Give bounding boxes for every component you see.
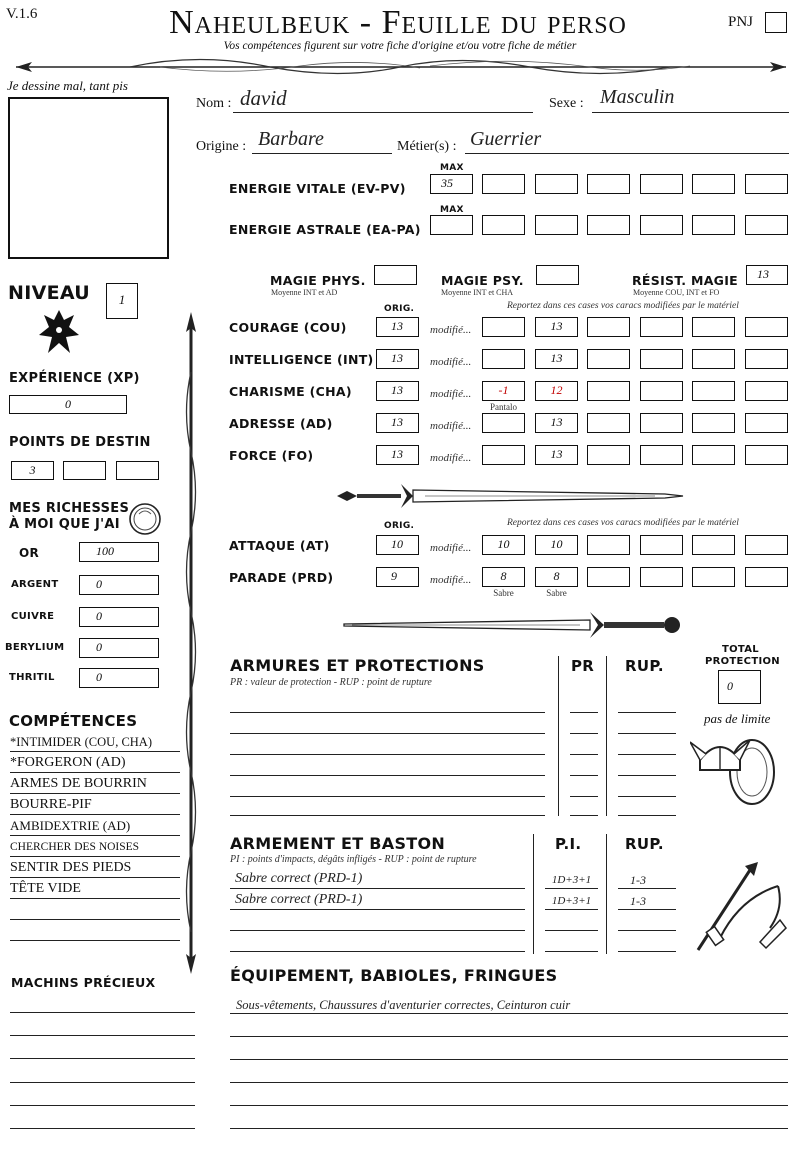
combat-note: Reportez dans ces cases vos caracs modifiées par le matériel (507, 518, 739, 528)
stat-mod-value: 8 (553, 569, 560, 583)
ev-box[interactable] (745, 174, 788, 194)
armures-title: ARMURES ET PROTECTIONS (230, 656, 485, 675)
stat-orig-box[interactable] (376, 349, 419, 369)
stat-mod-box[interactable] (482, 445, 525, 465)
ev-box[interactable] (640, 174, 683, 194)
stat-mod-box[interactable] (640, 535, 683, 555)
stat-mod-box[interactable] (692, 349, 735, 369)
richesse-value-cuivre: 0 (96, 609, 102, 623)
stat-mod-box[interactable] (482, 535, 525, 555)
equipement-line-1[interactable]: Sous-vêtements, Chaussures d'aventurier correctes, Ceinturon cuir (236, 998, 571, 1012)
metier-label: Métier(s) : (397, 139, 457, 154)
stat-orig-box[interactable] (376, 317, 419, 337)
stat-mod-box[interactable] (587, 349, 630, 369)
stat-mod-value: 13 (550, 415, 563, 429)
arme-pi-line[interactable] (545, 930, 598, 931)
stat-mod-box[interactable] (482, 381, 525, 401)
armement-col-pi: P.I. (555, 835, 582, 853)
origine-label: Origine : (196, 139, 247, 154)
magie-phys-sub: Moyenne INT et AD (271, 288, 338, 297)
armure-pr-line[interactable] (570, 733, 598, 734)
equipement-title: ÉQUIPEMENT, BABIOLES, FRINGUES (230, 966, 558, 985)
sword-icon (340, 608, 685, 642)
stat-mod-box[interactable] (535, 413, 578, 433)
arme-row-line[interactable] (230, 930, 525, 931)
arme-rup-line[interactable] (618, 951, 676, 952)
stat-mod-box[interactable] (587, 413, 630, 433)
equipement-row-line[interactable] (230, 1105, 788, 1106)
armure-pr-line[interactable] (570, 815, 598, 816)
version-label: V.1.6 (6, 6, 38, 22)
richesse-label-berylium: BERYLIUM (5, 642, 65, 653)
competence-item: SENTIR DES PIEDS (10, 860, 132, 875)
total-protection-label-2: PROTECTION (705, 656, 780, 667)
arme-row-line[interactable] (230, 909, 525, 910)
armure-pr-line[interactable] (570, 754, 598, 755)
nom-label: Nom : (196, 96, 232, 111)
stat-mod-box[interactable] (535, 445, 578, 465)
stat-mod-box[interactable] (692, 317, 735, 337)
richesse-label-thritil: THRITIL (9, 672, 55, 683)
competence-item: CHERCHER DES NOISES (10, 841, 140, 853)
stat-orig-box[interactable] (376, 567, 419, 587)
stat-mod-value: 13 (550, 447, 563, 461)
stat-mod-box[interactable] (587, 567, 630, 587)
competence-item: TÊTE VIDE (10, 881, 81, 896)
stat-mod-box[interactable] (535, 535, 578, 555)
stat-mod-box[interactable] (640, 317, 683, 337)
ev-box[interactable] (692, 174, 735, 194)
arme-pi: 1D+3+1 (551, 874, 592, 886)
armure-row-line[interactable] (230, 815, 545, 816)
portrait-box[interactable] (8, 97, 169, 259)
stat-orig-value: 13 (391, 383, 403, 397)
stat-orig-value: 13 (391, 415, 403, 429)
competences-title: COMPÉTENCES (9, 712, 138, 730)
stat-mod-value: -1 (498, 383, 509, 397)
machins-title: MACHINS PRÉCIEUX (11, 975, 156, 990)
arme-pi-line[interactable] (545, 888, 598, 889)
portrait-caption: Je dessine mal, tant pis (7, 78, 128, 93)
machins-lines (10, 990, 195, 1150)
stat-orig-value: 13 (391, 351, 403, 365)
armement-col-rup: RUP. (625, 835, 664, 853)
armure-rup-line[interactable] (618, 775, 676, 776)
niveau-value: 1 (118, 292, 126, 307)
stat-orig-value: 13 (391, 447, 403, 461)
equipement-row-line[interactable] (230, 1059, 788, 1060)
stat-mod-box[interactable] (535, 567, 578, 587)
stat-orig-box[interactable] (376, 381, 419, 401)
armement-title: ARMEMENT ET BASTON (230, 834, 446, 853)
page-subtitle: Vos compétences figurent sur votre fiche d'origine et/ou votre fiche de métier (223, 40, 577, 52)
experience-box[interactable] (9, 395, 127, 414)
stat-mod-box[interactable] (745, 413, 788, 433)
destin-box-2[interactable] (63, 461, 106, 480)
niveau-box[interactable] (106, 283, 138, 319)
ea-box[interactable] (587, 215, 630, 235)
arme-rup-line[interactable] (618, 888, 676, 889)
ev-value: 35 (441, 176, 453, 190)
richesses-label-2: À MOI QUE J'AI (9, 517, 120, 532)
armure-rup-line[interactable] (618, 712, 676, 713)
competence-item: AMBIDEXTRIE (AD) (10, 818, 131, 833)
no-limit-label: pas de limite (704, 711, 771, 726)
stat-mod-box[interactable] (587, 381, 630, 401)
resist-magie-box[interactable] (746, 265, 788, 285)
stat-mod-box[interactable] (692, 535, 735, 555)
modifie-label: modifié... (430, 420, 472, 432)
ev-max-box[interactable] (430, 174, 473, 194)
stat-mod-box[interactable] (692, 445, 735, 465)
stat-orig-box[interactable] (376, 535, 419, 555)
competence-item: *INTIMIDER (COU, CHA) (10, 735, 152, 749)
ev-box[interactable] (587, 174, 630, 194)
dragon-icon (34, 305, 84, 365)
stat-mod-box[interactable] (692, 567, 735, 587)
magie-psy-label: MAGIE PSY. (441, 273, 524, 288)
stat-orig-value: 13 (391, 319, 403, 333)
stat-mod-box[interactable] (587, 445, 630, 465)
competence-item: ARMES DE BOURRIN (10, 776, 147, 791)
richesse-value-or: 100 (96, 544, 114, 558)
armures-col-pr: PR (571, 657, 595, 675)
resist-magie-label: RÉSIST. MAGIE (632, 273, 739, 288)
stat-mod-box[interactable] (535, 349, 578, 369)
staff-ornament (180, 312, 202, 974)
modifie-label: modifié... (430, 574, 472, 586)
armure-pr-line[interactable] (570, 775, 598, 776)
destin-label: POINTS DE DESTIN (9, 435, 151, 450)
pnj-checkbox[interactable] (765, 12, 787, 33)
stat-mod-note: Sabre (546, 588, 567, 598)
stat-mod-box[interactable] (482, 567, 525, 587)
coin-icon (128, 502, 162, 536)
armure-row-line[interactable] (230, 796, 545, 797)
modifie-label: modifié... (430, 542, 472, 554)
stat-mod-box[interactable] (640, 381, 683, 401)
stats-orig-label: ORIG. (384, 304, 415, 314)
stat-label: PARADE (PRD) (229, 570, 334, 585)
title-ornament (10, 54, 792, 80)
stat-mod-box[interactable] (482, 317, 525, 337)
destin-box-1[interactable] (11, 461, 54, 480)
helmet-shield-icon (690, 728, 780, 810)
ev-box[interactable] (482, 174, 525, 194)
stat-mod-value: 13 (550, 351, 563, 365)
modifie-label: modifié... (430, 356, 472, 368)
richesse-value-argent: 0 (96, 577, 102, 591)
armure-row-line[interactable] (230, 775, 545, 776)
modifie-label: modifié... (430, 324, 472, 336)
armure-rup-line[interactable] (618, 754, 676, 755)
experience-label: EXPÉRIENCE (XP) (9, 371, 140, 386)
stat-mod-box[interactable] (587, 535, 630, 555)
stat-mod-box[interactable] (745, 567, 788, 587)
nom-value[interactable]: david (240, 86, 287, 110)
ev-label: ENERGIE VITALE (EV-PV) (229, 181, 406, 196)
arme-pi-line[interactable] (545, 909, 598, 910)
ea-box[interactable] (692, 215, 735, 235)
ea-box[interactable] (745, 215, 788, 235)
niveau-label: NIVEAU (8, 282, 91, 304)
stat-mod-box[interactable] (535, 381, 578, 401)
stat-mod-box[interactable] (745, 317, 788, 337)
ea-label: ENERGIE ASTRALE (EA-PA) (229, 222, 421, 237)
modifie-label: modifié... (430, 452, 472, 464)
armure-row-line[interactable] (230, 754, 545, 755)
pnj-label: PNJ (728, 14, 754, 30)
armure-row-line[interactable] (230, 733, 545, 734)
armure-pr-line[interactable] (570, 796, 598, 797)
richesses-label-1: MES RICHESSES (9, 501, 130, 516)
stat-mod-box[interactable] (640, 445, 683, 465)
armures-sub: PR : valeur de protection - RUP : point de rupture (230, 677, 432, 688)
ev-max-label: MAX (440, 163, 464, 173)
richesse-box-or[interactable] (79, 542, 159, 562)
stat-mod-box[interactable] (482, 413, 525, 433)
ev-box[interactable] (535, 174, 578, 194)
richesse-value-thritil: 0 (96, 670, 102, 684)
armures-col-rup: RUP. (625, 657, 664, 675)
armure-rup-line[interactable] (618, 733, 676, 734)
ea-max-label: MAX (440, 205, 464, 215)
total-protection-label-1: TOTAL (722, 644, 759, 655)
total-protection-box[interactable] (718, 670, 761, 704)
stat-mod-box[interactable] (640, 567, 683, 587)
stat-mod-value: 10 (497, 537, 510, 551)
stat-label: FORCE (FO) (229, 448, 314, 463)
stat-mod-box[interactable] (692, 381, 735, 401)
arme-name: Sabre correct (PRD-1) (235, 871, 363, 886)
richesse-box-cuivre[interactable] (79, 607, 159, 627)
arme-rup-line[interactable] (618, 930, 676, 931)
stat-orig-value: 9 (391, 569, 397, 583)
magie-psy-box[interactable] (536, 265, 579, 285)
stat-mod-box[interactable] (745, 445, 788, 465)
arme-pi-line[interactable] (545, 951, 598, 952)
stat-mod-box[interactable] (535, 317, 578, 337)
stat-mod-value: 12 (550, 383, 563, 397)
page-title: Naheulbeuk - Feuille du perso (169, 4, 627, 41)
stat-orig-box[interactable] (376, 413, 419, 433)
stat-label: INTELLIGENCE (INT) (229, 352, 374, 367)
armure-pr-line[interactable] (570, 712, 598, 713)
arme-row-line[interactable] (230, 951, 525, 952)
arme-rup-line[interactable] (618, 909, 676, 910)
stat-label: COURAGE (COU) (229, 320, 347, 335)
equipement-row-line[interactable] (230, 1082, 788, 1083)
stat-mod-box[interactable] (745, 535, 788, 555)
armure-rup-line[interactable] (618, 815, 676, 816)
magie-phys-box[interactable] (374, 265, 417, 285)
magie-phys-label: MAGIE PHYS. (270, 273, 366, 288)
arme-rup: 1-3 (630, 873, 646, 887)
richesse-box-berylium[interactable] (79, 638, 159, 658)
origine-value[interactable]: Barbare (258, 128, 324, 150)
stat-mod-box[interactable] (640, 349, 683, 369)
ea-max-box[interactable] (430, 215, 473, 235)
competence-item: BOURRE-PIF (10, 797, 92, 812)
armure-rup-line[interactable] (618, 796, 676, 797)
modifie-label: modifié... (430, 388, 472, 400)
stat-label: CHARISME (CHA) (229, 384, 352, 399)
arme-name: Sabre correct (PRD-1) (235, 892, 363, 907)
stat-mod-box[interactable] (692, 413, 735, 433)
stat-mod-box[interactable] (745, 349, 788, 369)
equipement-row-line[interactable] (230, 1013, 788, 1014)
richesse-box-thritil[interactable] (79, 668, 159, 688)
stat-mod-note: Pantalo (490, 402, 517, 412)
stat-mod-value: 10 (550, 537, 563, 551)
arme-row-line[interactable] (230, 888, 525, 889)
experience-value: 0 (65, 397, 71, 411)
destin-box-3[interactable] (116, 461, 159, 480)
richesse-label-cuivre: CUIVRE (11, 611, 55, 622)
arme-rup: 1-3 (630, 894, 646, 908)
magie-psy-sub: Moyenne INT et CHA (441, 288, 514, 297)
equipement-row-line[interactable] (230, 1036, 788, 1037)
armure-row-line[interactable] (230, 712, 545, 713)
ea-box[interactable] (535, 215, 578, 235)
armement-sub: PI : points d'impacts, dégâts infligés - RUP : point de rupture (230, 854, 477, 865)
competence-item: *FORGERON (AD) (10, 755, 126, 770)
arme-pi: 1D+3+1 (551, 895, 592, 907)
richesse-box-argent[interactable] (79, 575, 159, 595)
stat-mod-note: Sabre (493, 588, 514, 598)
richesse-value-berylium: 0 (96, 640, 102, 654)
equipement-row-line[interactable] (230, 1128, 788, 1129)
combat-orig-label: ORIG. (384, 521, 415, 531)
metier-value[interactable]: Guerrier (470, 128, 542, 150)
stats-note: Reportez dans ces cases vos caracs modifiées par le matériel (507, 301, 739, 311)
stat-mod-box[interactable] (587, 317, 630, 337)
total-protection-value: 0 (727, 679, 733, 693)
stat-orig-value: 10 (391, 537, 403, 551)
stat-mod-box[interactable] (745, 381, 788, 401)
resist-magie-sub: Moyenne COU, INT et FO (633, 288, 720, 297)
sexe-label: Sexe : (549, 96, 584, 111)
stat-mod-box[interactable] (482, 349, 525, 369)
sword-icon (335, 480, 685, 512)
stat-mod-value: 8 (500, 569, 507, 583)
richesse-label-argent: ARGENT (11, 579, 59, 590)
destin-value-1: 3 (29, 463, 36, 477)
ea-box[interactable] (640, 215, 683, 235)
stat-label: ADRESSE (AD) (229, 416, 333, 431)
ea-box[interactable] (482, 215, 525, 235)
richesse-label-or: OR (19, 546, 40, 560)
stat-mod-box[interactable] (640, 413, 683, 433)
sexe-value[interactable]: Masculin (600, 86, 675, 108)
resist-magie-value: 13 (757, 267, 769, 281)
weapons-icon (690, 858, 788, 952)
stat-label: ATTAQUE (AT) (229, 538, 330, 553)
stat-orig-box[interactable] (376, 445, 419, 465)
stat-mod-value: 13 (550, 319, 563, 333)
